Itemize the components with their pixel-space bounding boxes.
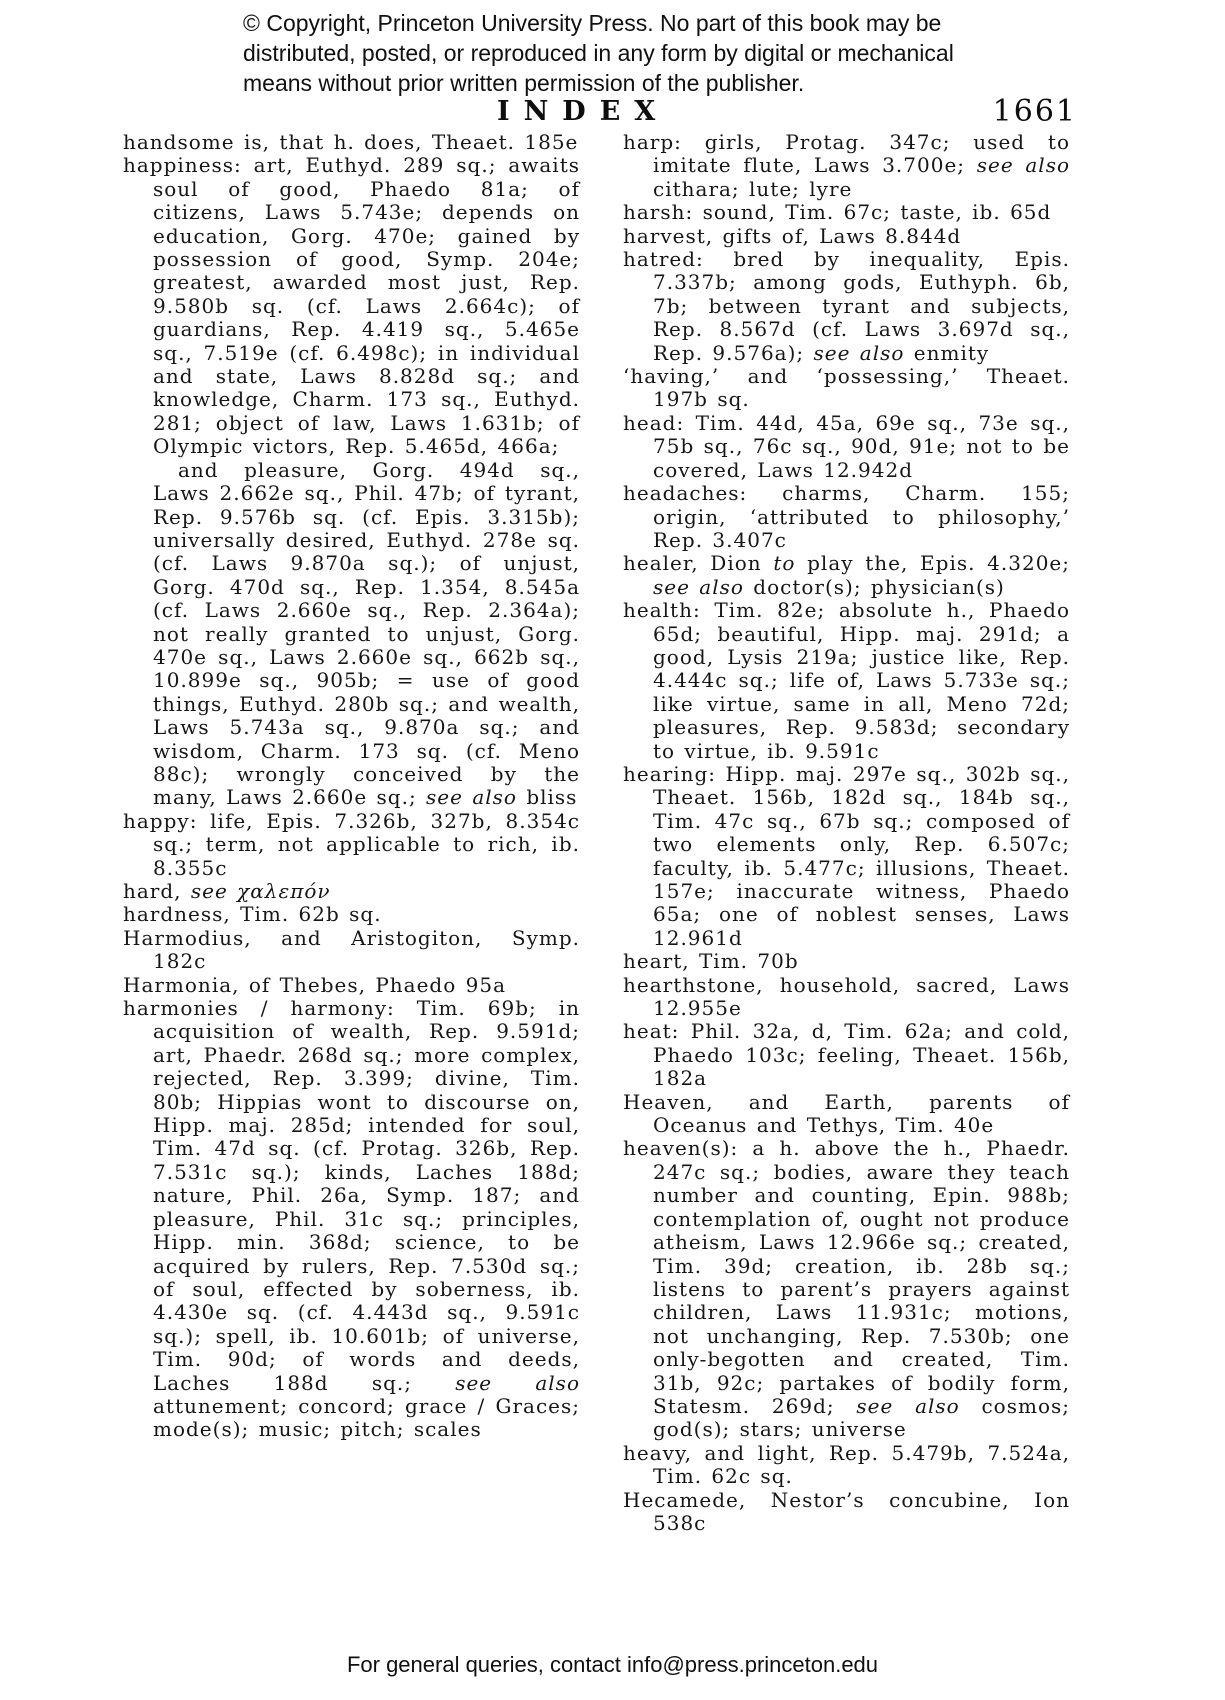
entry-segment: Heaven, and Earth, parents of Oceanus and Tethys, Tim. 40e: [623, 1089, 1070, 1138]
entry-segment-italic: χαλεπόν: [227, 879, 331, 903]
entry-segment-italic: see also: [856, 1393, 960, 1418]
index-entry: [623, 225, 1070, 248]
index-entry: [623, 763, 1070, 950]
index-entry: [623, 950, 1070, 973]
footer-contact-text: For general queries, contact info@press.princeton.edu: [346, 1652, 879, 1677]
entry-segment: handsome is, that h. does, Theaet. 185e: [123, 130, 579, 154]
index-entry: [123, 927, 580, 974]
entry-segment: hearthstone, household, sacred, Laws 12.955e: [623, 972, 1070, 1021]
entry-segment: harp: girls, Protag. 347c; used to imitate flute, Laws 3.700e;: [623, 130, 1070, 178]
index-columns: [123, 131, 1070, 1535]
entry-segment: happiness: art, Euthyd. 289 sq.; awaits soul of good, Phaedo 81a; of citizens, Laws 5.743e; depends on education, Gorg. 470e; gained by possession of good, Symp. 204e; greatest, awarded most just, Rep. 9.580b sq. (cf. Laws 2.664c); of guardians, Rep. 4.419 sq., 5.465e sq., 7.519e (cf. 6.498c); in individual and state, Laws 8.828d sq.; and knowledge, Charm. 173 sq., Euthyd. 281; object of law, Laws 1.631b; of Olympic victors, Rep. 5.465d, 466a;: [123, 153, 580, 459]
entry-segment: heat: Phil. 32a, d, Tim. 62a; and cold, Phaedo 103c; feeling, Theaet. 156b, 182a: [623, 1019, 1070, 1091]
index-entry: [123, 131, 580, 154]
entry-segment: hatred: bred by inequality, Epis. 7.337b; among gods, Euthyph. 6b, 7b; between tyrant and subjects, Rep. 8.567d (cf. Laws 3.697d sq., Rep. 9.576a);: [623, 247, 1070, 365]
index-entry: [623, 1489, 1070, 1536]
index-entry: [623, 365, 1070, 412]
index-entry: [623, 1442, 1070, 1489]
page-number: 1661: [992, 94, 1077, 129]
index-entry: [623, 552, 1070, 599]
entry-segment: cosmos; god(s); stars; universe: [653, 1393, 1070, 1442]
entry-segment: heart, Tim. 70b: [623, 949, 799, 974]
copyright-line-2: distributed, posted, or reproduced in any form by digital or mechanical: [243, 40, 954, 66]
left-column: [123, 131, 580, 1535]
entry-segment-italic: to: [773, 551, 796, 576]
index-entry: [623, 974, 1070, 1021]
entry-segment: hearing: Hipp. maj. 297e sq., 302b sq., Theaet. 156b, 182d sq., 184b sq., Tim. 47c sq., 67b sq.; composed of two elements only, Rep. 6.507c; faculty, ib. 5.477c; illusions, Theaet. 157e; inaccurate witness, Phaedo 65a; one of noblest senses, Laws 12.961d: [623, 761, 1070, 950]
entry-segment: hardness, Tim. 62b sq.: [123, 902, 382, 927]
index-entry: [623, 248, 1070, 365]
entry-segment-italic: see also: [813, 340, 905, 365]
entry-segment: head: Tim. 44d, 45a, 69e sq., 73e sq., 75b sq., 76c sq., 90d, 91e; not to be covered, Laws 12.942d: [623, 410, 1070, 482]
entry-segment-italic: see: [190, 879, 228, 903]
entry-segment-italic: see also: [976, 153, 1070, 178]
entry-segment: enmity: [904, 340, 990, 365]
entry-segment-italic: see also: [653, 574, 744, 599]
index-entry: [623, 599, 1070, 763]
entry-segment-italic: see also: [426, 785, 517, 810]
entry-segment: bliss: [516, 785, 578, 810]
index-entry: [623, 1020, 1070, 1090]
entry-segment: headaches: charms, Charm. 155; origin, ‘attributed to philosophy,’ Rep. 3.407c: [623, 481, 1070, 552]
entry-segment: harmonies / harmony: Tim. 69b; in acquisition of wealth, Rep. 9.591d; art, Phaedr. 268d sq.; more complex, rejected, Rep. 3.399; divine, Tim. 80b; Hippias wont to discourse on, Hipp. maj. 285d; intended for soul, Tim. 47d sq. (cf. Protag. 326b, Rep. 7.531c sq.); kinds, Laches 188d; nature, Phil. 26a, Symp. 187; and pleasure, Phil. 31c sq.; principles, Hipp. min. 368d; science, to be acquired by rulers, Rep. 7.530d sq.; of soul, effected by soberness, ib. 4.430e sq. (cf. 4.443d sq., 9.591c sq.); spell, ib. 10.601b; of universe, Tim. 90d; of words and deeds, Laches 188d sq.;: [123, 996, 580, 1395]
index-entry: [623, 131, 1070, 201]
entry-segment: doctor(s); physician(s): [743, 574, 1005, 599]
index-entry: [123, 997, 580, 1442]
entry-segment: Hecamede, Nestor’s concubine, Ion 538c: [623, 1487, 1070, 1535]
entry-segment: play the, Epis. 4.320e;: [795, 551, 1070, 576]
entry-segment-italic: see also: [455, 1370, 580, 1395]
index-entry: [123, 154, 580, 458]
page-title: INDEX: [497, 96, 670, 127]
entry-segment: and pleasure, Gorg. 494d sq., Laws 2.662e sq., Phil. 47b; of tyrant, Rep. 9.576b sq. (cf. Epis. 3.315b); universally desired, Euthyd. 278e sq. (cf. Laws 9.870a sq.); of unjust, Gorg. 470d sq., Rep. 1.354, 8.545a (cf. Laws 2.660e sq., Rep. 2.364a); not really granted to unjust, Gorg. 470e sq., Laws 2.660e sq., 662b sq., 10.899e sq., 905b; = use of good things, Euthyd. 280b sq.; and wealth, Laws 5.743a sq., 9.870a sq.; and wisdom, Charm. 173 sq. (cf. Meno 88c); wrongly conceived by the many, Laws 2.660e sq.;: [153, 457, 580, 810]
entry-segment: healer, Dion: [623, 551, 774, 576]
index-entry: [123, 903, 580, 926]
copyright-notice: [243, 8, 954, 98]
entry-segment: heavy, and light, Rep. 5.479b, 7.524a, Tim. 62c sq.: [623, 1440, 1070, 1489]
index-entry: [123, 974, 580, 997]
entry-segment: harvest, gifts of, Laws 8.844d: [623, 223, 962, 248]
entry-segment: health: Tim. 82e; absolute h., Phaedo 65d; beautiful, Hipp. maj. 291d; a good, Lysis 219a; justice like, Rep. 4.444c sq.; life of, Laws 5.733e sq.; like virtue, same in all, Meno 72d; pleasures, Rep. 9.583d; secondary to virtue, ib. 9.591c: [623, 598, 1070, 763]
entry-segment: ‘having,’ and ‘possessing,’ Theaet. 197b sq.: [623, 364, 1070, 412]
index-entry: [623, 1091, 1070, 1138]
entry-segment: cithara; lute; lyre: [653, 176, 853, 201]
copyright-line-3: means without prior written permission of the publisher.: [243, 70, 805, 96]
entry-segment: heaven(s): a h. above the h., Phaedr. 247c sq.; bodies, aware they teach number and counting, Epin. 988b; contemplation of, ought not produce atheism, Laws 12.966e sq.; created, Tim. 39d; creation, ib. 28b sq.; listens to parent’s prayers against children, Laws 11.931c; motions, not unchanging, Rep. 7.530b; one only-begotten and created, Tim. 31b, 92c; partakes of bodily form, Statesm. 269d;: [623, 1136, 1070, 1418]
index-entry: [123, 880, 580, 903]
entry-segment: attunement; concord; grace / Graces; mode(s); music; pitch; scales: [153, 1393, 580, 1442]
index-entry: [623, 1137, 1070, 1441]
index-entry: [623, 201, 1070, 224]
entry-segment: Harmodius, and Aristogiton, Symp. 182c: [123, 925, 580, 974]
entry-segment: happy: life, Epis. 7.326b, 327b, 8.354c sq.; term, not applicable to rich, ib. 8.355c: [123, 808, 580, 880]
entry-segment: hard,: [123, 879, 191, 903]
index-entry: [623, 412, 1070, 482]
right-column: [623, 131, 1070, 1535]
index-entry: [623, 482, 1070, 552]
entry-segment: harsh: sound, Tim. 67c; taste, ib. 65d: [623, 200, 1052, 225]
index-entry: [123, 810, 580, 880]
index-entry: [123, 459, 580, 810]
copyright-line-1: © Copyright, Princeton University Press. No part of this book may be: [243, 10, 942, 36]
entry-segment: Harmonia, of Thebes, Phaedo 95a: [123, 972, 506, 997]
